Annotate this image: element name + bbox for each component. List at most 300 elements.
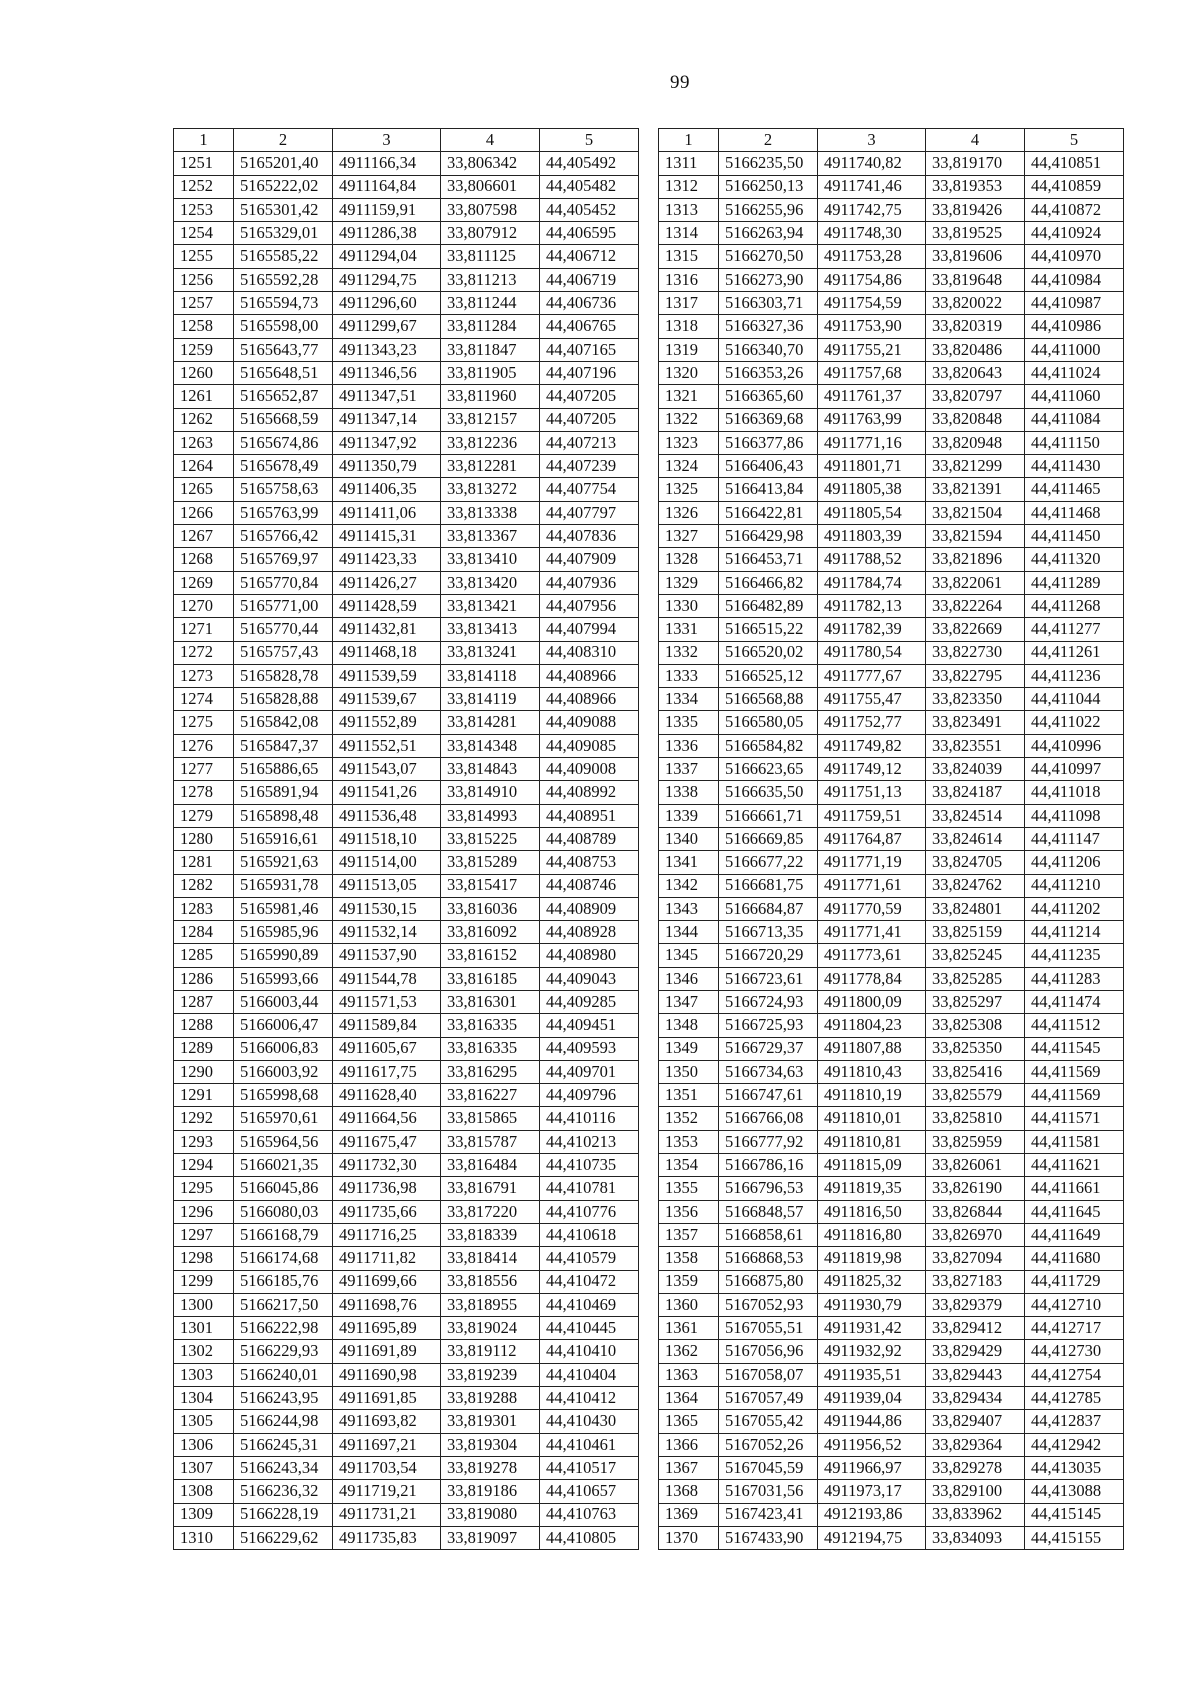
table-cell: 4911754,59: [818, 292, 926, 315]
table-cell: 5165594,73: [234, 292, 333, 315]
table-cell: 4911294,75: [333, 268, 441, 291]
table-cell: 4911753,28: [818, 245, 926, 268]
table-cell: 5165201,40: [234, 152, 333, 175]
table-cell: 33,812157: [441, 408, 540, 431]
table-cell: 5166681,75: [719, 874, 818, 897]
table-cell: 4911537,90: [333, 944, 441, 967]
table-cell: 5165329,01: [234, 222, 333, 245]
table-cell: 1362: [659, 1340, 719, 1363]
table-cell: 44,410410: [540, 1340, 639, 1363]
table-cell: 5166848,57: [719, 1200, 818, 1223]
table-row: [174, 431, 639, 454]
table-cell: 44,411210: [1025, 874, 1124, 897]
table-cell: 4911935,51: [818, 1363, 926, 1386]
table-cell: 33,813367: [441, 525, 540, 548]
table-cell: 5165592,28: [234, 268, 333, 291]
table-row: [174, 874, 639, 897]
table-cell: 44,411465: [1025, 478, 1124, 501]
coordinates-table-left: [173, 128, 639, 1550]
table-cell: 44,406712: [540, 245, 639, 268]
table-cell: 33,807598: [441, 198, 540, 221]
table-row: [659, 1107, 1124, 1130]
table-cell: 1288: [174, 1014, 234, 1037]
table-cell: 1282: [174, 874, 234, 897]
table-cell: 1254: [174, 222, 234, 245]
table-cell: 5166520,02: [719, 641, 818, 664]
table-cell: 1345: [659, 944, 719, 967]
table-cell: 5166858,61: [719, 1223, 818, 1246]
table-cell: 44,411202: [1025, 897, 1124, 920]
table-row: [174, 804, 639, 827]
table-cell: 4911589,84: [333, 1014, 441, 1037]
table-row: [659, 1130, 1124, 1153]
table-cell: 4911415,31: [333, 525, 441, 548]
table-cell: 33,829407: [926, 1410, 1025, 1433]
column-header: 5: [1025, 129, 1124, 152]
table-cell: 33,834093: [926, 1526, 1025, 1549]
table-cell: 5166185,76: [234, 1270, 333, 1293]
table-cell: 5166340,70: [719, 338, 818, 361]
table-cell: 1340: [659, 827, 719, 850]
table-cell: 4911815,09: [818, 1154, 926, 1177]
table-cell: 1332: [659, 641, 719, 664]
table-cell: 4911691,85: [333, 1387, 441, 1410]
table-cell: 33,825959: [926, 1130, 1025, 1153]
table-cell: 33,825579: [926, 1084, 1025, 1107]
table-cell: 44,411680: [1025, 1247, 1124, 1270]
table-cell: 33,806342: [441, 152, 540, 175]
table-cell: 33,811960: [441, 385, 540, 408]
table-cell: 33,816152: [441, 944, 540, 967]
table-cell: 5166045,86: [234, 1177, 333, 1200]
table-cell: 1365: [659, 1410, 719, 1433]
table-cell: 44,411569: [1025, 1084, 1124, 1107]
table-row: [659, 618, 1124, 641]
table-cell: 5166729,37: [719, 1037, 818, 1060]
table-cell: 44,408966: [540, 664, 639, 687]
table-cell: 5165222,02: [234, 175, 333, 198]
table-cell: 1259: [174, 338, 234, 361]
table-cell: 4911804,23: [818, 1014, 926, 1037]
table-cell: 33,813338: [441, 501, 540, 524]
table-row: [659, 1480, 1124, 1503]
table-cell: 1277: [174, 758, 234, 781]
table-cell: 33,816295: [441, 1060, 540, 1083]
table-cell: 5166747,61: [719, 1084, 818, 1107]
table-cell: 33,825245: [926, 944, 1025, 967]
table-cell: 33,827094: [926, 1247, 1025, 1270]
table-row: [174, 711, 639, 734]
table-cell: 44,408746: [540, 874, 639, 897]
table-cell: 4911286,38: [333, 222, 441, 245]
table-cell: 33,825285: [926, 967, 1025, 990]
table-row: [659, 1317, 1124, 1340]
table-cell: 4911741,46: [818, 175, 926, 198]
table-cell: 4911803,39: [818, 525, 926, 548]
table-cell: 33,813420: [441, 571, 540, 594]
page-number: 99: [670, 72, 690, 93]
table-cell: 4911752,77: [818, 711, 926, 734]
table-cell: 5166677,22: [719, 851, 818, 874]
table-cell: 5165891,94: [234, 781, 333, 804]
table-cell: 4911764,87: [818, 827, 926, 850]
table-cell: 5166568,88: [719, 688, 818, 711]
table-row: [659, 1433, 1124, 1456]
table-cell: 44,409285: [540, 990, 639, 1013]
table-cell: 33,824187: [926, 781, 1025, 804]
table-cell: 5166263,94: [719, 222, 818, 245]
table-cell: 4911350,79: [333, 455, 441, 478]
table-row: [659, 1014, 1124, 1037]
table-row: [174, 1130, 639, 1153]
table-cell: 5165886,65: [234, 758, 333, 781]
table-cell: 44,411468: [1025, 501, 1124, 524]
table-cell: 44,411545: [1025, 1037, 1124, 1060]
table-row: [174, 175, 639, 198]
table-cell: 4911735,83: [333, 1526, 441, 1549]
table-cell: 4911347,92: [333, 431, 441, 454]
table-cell: 44,413035: [1025, 1456, 1124, 1479]
table-cell: 4911544,78: [333, 967, 441, 990]
table-row: [174, 1084, 639, 1107]
table-row: [174, 1410, 639, 1433]
table-row: [174, 827, 639, 850]
table-cell: 44,405452: [540, 198, 639, 221]
table-cell: 1269: [174, 571, 234, 594]
table-cell: 1252: [174, 175, 234, 198]
table-cell: 44,410970: [1025, 245, 1124, 268]
table-cell: 5166515,22: [719, 618, 818, 641]
table-cell: 5166868,53: [719, 1247, 818, 1270]
table-row: [659, 711, 1124, 734]
table-cell: 4911807,88: [818, 1037, 926, 1060]
table-cell: 33,816227: [441, 1084, 540, 1107]
table-cell: 1312: [659, 175, 719, 198]
table-cell: 4911816,80: [818, 1223, 926, 1246]
table-row: [174, 1340, 639, 1363]
table-cell: 33,816185: [441, 967, 540, 990]
table-cell: 33,819288: [441, 1387, 540, 1410]
table-row: [174, 525, 639, 548]
table-cell: 5165970,61: [234, 1107, 333, 1130]
table-cell: 33,821391: [926, 478, 1025, 501]
table-cell: 33,820848: [926, 408, 1025, 431]
table-cell: 33,817220: [441, 1200, 540, 1223]
table-row: [659, 897, 1124, 920]
table-cell: 4911432,81: [333, 618, 441, 641]
table-cell: 33,815225: [441, 827, 540, 850]
table-cell: 5166713,35: [719, 921, 818, 944]
column-header: 3: [333, 129, 441, 152]
table-cell: 33,813421: [441, 594, 540, 617]
table-cell: 33,825308: [926, 1014, 1025, 1037]
table-cell: 5167057,49: [719, 1387, 818, 1410]
table-cell: 33,822061: [926, 571, 1025, 594]
table-cell: 5166422,81: [719, 501, 818, 524]
table-cell: 33,821896: [926, 548, 1025, 571]
table-row: [659, 245, 1124, 268]
table-cell: 5165842,08: [234, 711, 333, 734]
table-cell: 1276: [174, 734, 234, 757]
table-cell: 1310: [174, 1526, 234, 1549]
table-cell: 44,409088: [540, 711, 639, 734]
table-cell: 4911755,21: [818, 338, 926, 361]
table-row: [659, 1200, 1124, 1223]
table-cell: 1368: [659, 1480, 719, 1503]
table-row: [659, 548, 1124, 571]
table-row: [174, 198, 639, 221]
table-cell: 44,410763: [540, 1503, 639, 1526]
table-cell: 44,406595: [540, 222, 639, 245]
table-cell: 4911732,30: [333, 1154, 441, 1177]
table-row: [659, 664, 1124, 687]
table-cell: 1299: [174, 1270, 234, 1293]
table-row: [174, 641, 639, 664]
table-cell: 44,411571: [1025, 1107, 1124, 1130]
table-cell: 1329: [659, 571, 719, 594]
table-cell: 1281: [174, 851, 234, 874]
table-cell: 33,815289: [441, 851, 540, 874]
table-cell: 1361: [659, 1317, 719, 1340]
table-cell: 5165674,86: [234, 431, 333, 454]
table-cell: 5166796,53: [719, 1177, 818, 1200]
table-cell: 33,824762: [926, 874, 1025, 897]
table-cell: 4911810,43: [818, 1060, 926, 1083]
table-cell: 44,411214: [1025, 921, 1124, 944]
table-cell: 4911805,38: [818, 478, 926, 501]
table-cell: 4911411,06: [333, 501, 441, 524]
table-cell: 5166725,93: [719, 1014, 818, 1037]
table-cell: 1357: [659, 1223, 719, 1246]
table-row: [659, 874, 1124, 897]
table-cell: 5165598,00: [234, 315, 333, 338]
table-cell: 4911518,10: [333, 827, 441, 850]
table-cell: 5166003,44: [234, 990, 333, 1013]
table-cell: 33,818955: [441, 1293, 540, 1316]
table-cell: 44,410404: [540, 1363, 639, 1386]
table-cell: 4911771,16: [818, 431, 926, 454]
table-cell: 44,410776: [540, 1200, 639, 1223]
table-cell: 4911539,67: [333, 688, 441, 711]
table-cell: 33,818556: [441, 1270, 540, 1293]
table-cell: 33,811847: [441, 338, 540, 361]
table-cell: 33,814281: [441, 711, 540, 734]
table-cell: 5165678,49: [234, 455, 333, 478]
table-cell: 33,816791: [441, 1177, 540, 1200]
table-cell: 4911771,19: [818, 851, 926, 874]
table-cell: 44,407994: [540, 618, 639, 641]
table-cell: 4911347,51: [333, 385, 441, 408]
table-row: [659, 268, 1124, 291]
table-cell: 44,407213: [540, 431, 639, 454]
table-cell: 5166228,19: [234, 1503, 333, 1526]
table-cell: 1356: [659, 1200, 719, 1223]
table-cell: 44,410213: [540, 1130, 639, 1153]
table-cell: 1348: [659, 1014, 719, 1037]
table-cell: 33,816301: [441, 990, 540, 1013]
table-cell: 44,408951: [540, 804, 639, 827]
table-cell: 4911780,54: [818, 641, 926, 664]
table-cell: 4911426,27: [333, 571, 441, 594]
table-cell: 44,411084: [1025, 408, 1124, 431]
table-cell: 33,819278: [441, 1456, 540, 1479]
table-cell: 4911816,50: [818, 1200, 926, 1223]
table-cell: 5166584,82: [719, 734, 818, 757]
table-cell: 5165648,51: [234, 361, 333, 384]
table-row: [174, 408, 639, 431]
table-cell: 1318: [659, 315, 719, 338]
table-cell: 44,406736: [540, 292, 639, 315]
table-cell: 1355: [659, 1177, 719, 1200]
table-row: [174, 385, 639, 408]
table-cell: 5166377,86: [719, 431, 818, 454]
table-cell: 44,410984: [1025, 268, 1124, 291]
table-cell: 44,410996: [1025, 734, 1124, 757]
table-row: [659, 1526, 1124, 1549]
table-cell: 1283: [174, 897, 234, 920]
table-cell: 1274: [174, 688, 234, 711]
table-cell: 33,814843: [441, 758, 540, 781]
table-cell: 5166327,36: [719, 315, 818, 338]
table-row: [174, 315, 639, 338]
table-cell: 44,410469: [540, 1293, 639, 1316]
table-cell: 5165301,42: [234, 198, 333, 221]
column-header: 2: [719, 129, 818, 152]
table-cell: 4911932,92: [818, 1340, 926, 1363]
table-cell: 44,408789: [540, 827, 639, 850]
table-cell: 5167052,26: [719, 1433, 818, 1456]
table-cell: 33,829379: [926, 1293, 1025, 1316]
table-cell: 1256: [174, 268, 234, 291]
table-cell: 33,819648: [926, 268, 1025, 291]
table-cell: 44,411147: [1025, 827, 1124, 850]
table-cell: 44,410997: [1025, 758, 1124, 781]
table-cell: 4911628,40: [333, 1084, 441, 1107]
table-cell: 5166235,50: [719, 152, 818, 175]
table-cell: 33,819024: [441, 1317, 540, 1340]
table-cell: 1317: [659, 292, 719, 315]
table-cell: 1295: [174, 1177, 234, 1200]
table-cell: 44,411261: [1025, 641, 1124, 664]
table-cell: 4911693,82: [333, 1410, 441, 1433]
table-cell: 33,820486: [926, 338, 1025, 361]
table-cell: 1336: [659, 734, 719, 757]
table-cell: 33,829364: [926, 1433, 1025, 1456]
table-cell: 44,411098: [1025, 804, 1124, 827]
table-cell: 5166006,83: [234, 1037, 333, 1060]
table-cell: 4911939,04: [818, 1387, 926, 1410]
table-cell: 1370: [659, 1526, 719, 1549]
table-cell: 44,409451: [540, 1014, 639, 1037]
table-cell: 5166723,61: [719, 967, 818, 990]
table-cell: 4912194,75: [818, 1526, 926, 1549]
table-row: [659, 1456, 1124, 1479]
table-cell: 33,816335: [441, 1037, 540, 1060]
table-cell: 1298: [174, 1247, 234, 1270]
table-cell: 44,407196: [540, 361, 639, 384]
table-cell: 1296: [174, 1200, 234, 1223]
table-cell: 44,411320: [1025, 548, 1124, 571]
table-cell: 1284: [174, 921, 234, 944]
table-cell: 4911761,37: [818, 385, 926, 408]
table-cell: 44,410987: [1025, 292, 1124, 315]
table-cell: 33,814910: [441, 781, 540, 804]
table-cell: 5165916,61: [234, 827, 333, 850]
table-cell: 44,411512: [1025, 1014, 1124, 1037]
table-cell: 4911759,51: [818, 804, 926, 827]
table-cell: 44,411283: [1025, 967, 1124, 990]
table-cell: 1270: [174, 594, 234, 617]
table-cell: 44,412785: [1025, 1387, 1124, 1410]
table-cell: 5166006,47: [234, 1014, 333, 1037]
table-row: [659, 1223, 1124, 1246]
table-cell: 5165828,78: [234, 664, 333, 687]
table-cell: 4911605,67: [333, 1037, 441, 1060]
table-cell: 5165757,43: [234, 641, 333, 664]
table-cell: 4911751,13: [818, 781, 926, 804]
table-cell: 5165652,87: [234, 385, 333, 408]
table-cell: 4911757,68: [818, 361, 926, 384]
table-row: [659, 851, 1124, 874]
table-cell: 5166720,29: [719, 944, 818, 967]
table-cell: 4911771,61: [818, 874, 926, 897]
table-cell: 1347: [659, 990, 719, 1013]
table-cell: 5166229,62: [234, 1526, 333, 1549]
table-cell: 44,412710: [1025, 1293, 1124, 1316]
table-row: [659, 1060, 1124, 1083]
table-cell: 44,407956: [540, 594, 639, 617]
table-cell: 5165985,96: [234, 921, 333, 944]
table-cell: 4911825,32: [818, 1270, 926, 1293]
table-cell: 44,408966: [540, 688, 639, 711]
table-cell: 5165931,78: [234, 874, 333, 897]
table-cell: 1301: [174, 1317, 234, 1340]
table-row: [659, 1154, 1124, 1177]
table-cell: 4911810,81: [818, 1130, 926, 1153]
table-cell: 44,408980: [540, 944, 639, 967]
table-row: [174, 152, 639, 175]
table-cell: 1322: [659, 408, 719, 431]
table-cell: 5166661,71: [719, 804, 818, 827]
table-cell: 1338: [659, 781, 719, 804]
table-cell: 1344: [659, 921, 719, 944]
table-cell: 33,815865: [441, 1107, 540, 1130]
table-cell: 1260: [174, 361, 234, 384]
table-cell: 1363: [659, 1363, 719, 1386]
table-cell: 33,826190: [926, 1177, 1025, 1200]
column-header: 1: [174, 129, 234, 152]
table-cell: 1337: [659, 758, 719, 781]
table-cell: 4911617,75: [333, 1060, 441, 1083]
table-row: [174, 455, 639, 478]
table-cell: 5167055,42: [719, 1410, 818, 1433]
table-cell: 1273: [174, 664, 234, 687]
table-cell: 5166429,98: [719, 525, 818, 548]
table-cell: 33,833962: [926, 1503, 1025, 1526]
table-cell: 33,823491: [926, 711, 1025, 734]
table-cell: 4911754,86: [818, 268, 926, 291]
table-row: [174, 1200, 639, 1223]
table-cell: 4911810,01: [818, 1107, 926, 1130]
table-row: [659, 1503, 1124, 1526]
table-cell: 4911691,89: [333, 1340, 441, 1363]
table-row: [174, 268, 639, 291]
table-row: [659, 804, 1124, 827]
table-row: [659, 408, 1124, 431]
table-cell: 44,409593: [540, 1037, 639, 1060]
table-cell: 44,410859: [1025, 175, 1124, 198]
table-cell: 33,820319: [926, 315, 1025, 338]
